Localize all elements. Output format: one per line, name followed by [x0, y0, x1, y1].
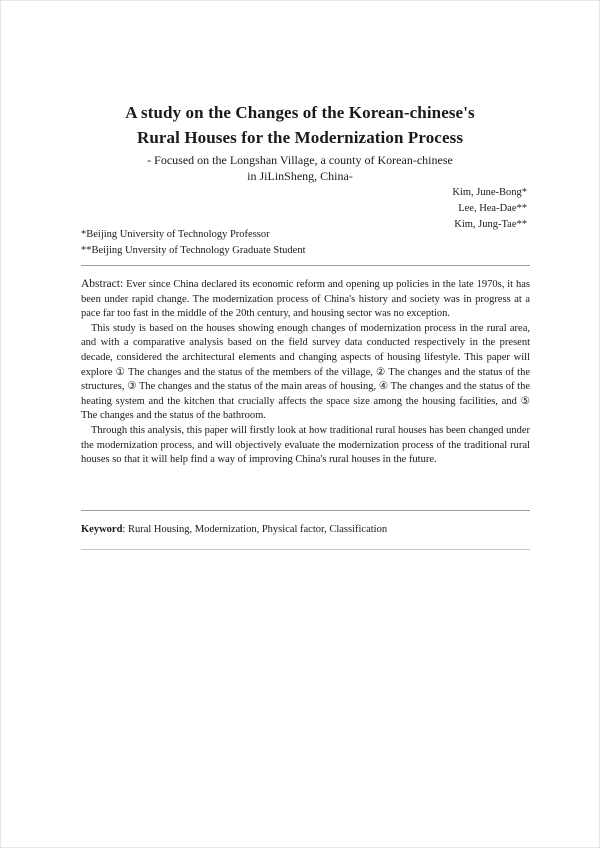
abstract-bottom-divider — [81, 510, 530, 511]
affiliation-list — [81, 227, 306, 259]
keyword-separator: : — [122, 524, 128, 535]
abstract-paragraph-1 — [81, 277, 530, 322]
subtitle-line-2: in JiLinSheng, China- — [247, 169, 353, 183]
abstract-text-1: Ever since China declared its economic reform and opening up policies in the late 1970s, it has been under rapid change. The modernization process of China's history and society was in progress at a pace far too fast in the middle of the 20th century, and housing sector was no exception. — [81, 279, 530, 320]
keyword-line — [81, 524, 530, 535]
author-list — [452, 185, 527, 233]
title-line-1: A study on the Changes of the Korean-chinese's — [125, 103, 475, 122]
affiliation-2: **Beijing Unversity of Technology Graduate Student — [81, 245, 306, 256]
author-1: Kim, June-Bong* — [452, 187, 527, 198]
keyword-label: Keyword — [81, 524, 123, 535]
keyword-bottom-divider — [81, 549, 530, 550]
subtitle-line-1: - Focused on the Longshan Village, a county of Korean-chinese — [147, 153, 453, 167]
keyword-text: Rural Housing, Modernization, Physical factor, Classification — [127, 524, 388, 535]
abstract-top-divider — [81, 265, 530, 266]
author-2: Lee, Hea-Dae** — [458, 203, 527, 214]
abstract-label: Abstract: — [81, 278, 124, 290]
abstract-section — [81, 277, 530, 468]
author-3: Kim, Jung-Tae** — [454, 219, 527, 230]
abstract-paragraph-2: This study is based on the houses showing enough changes of modernization process in the rural area, and with a comparative analysis based on the field survey data conducted respectively in the present decade, considered the architectural elements and changing aspects of housing lifestyle. This paper will explore ① The changes and the status of the members of the village, ② The changes and the status of the structures, ③ The changes and the status of the main areas of housing, ④ The changes and the status of the heating system and the kitchen that crucially affects the space size among the housing facilities, and ⑤ The changes and the status of the bathroom. — [81, 322, 530, 422]
title-line-2: Rural Houses for the Modernization Process — [136, 128, 464, 147]
abstract-paragraph-3: Through this analysis, this paper will firstly look at how traditional rural houses has been changed under the modernization process, and will objectively evaluate the modernization process of the traditional rural houses so that it will help find a way of improving China's rural houses in the future. — [81, 424, 530, 466]
affiliation-1: *Beijing University of Technology Professor — [81, 229, 270, 240]
